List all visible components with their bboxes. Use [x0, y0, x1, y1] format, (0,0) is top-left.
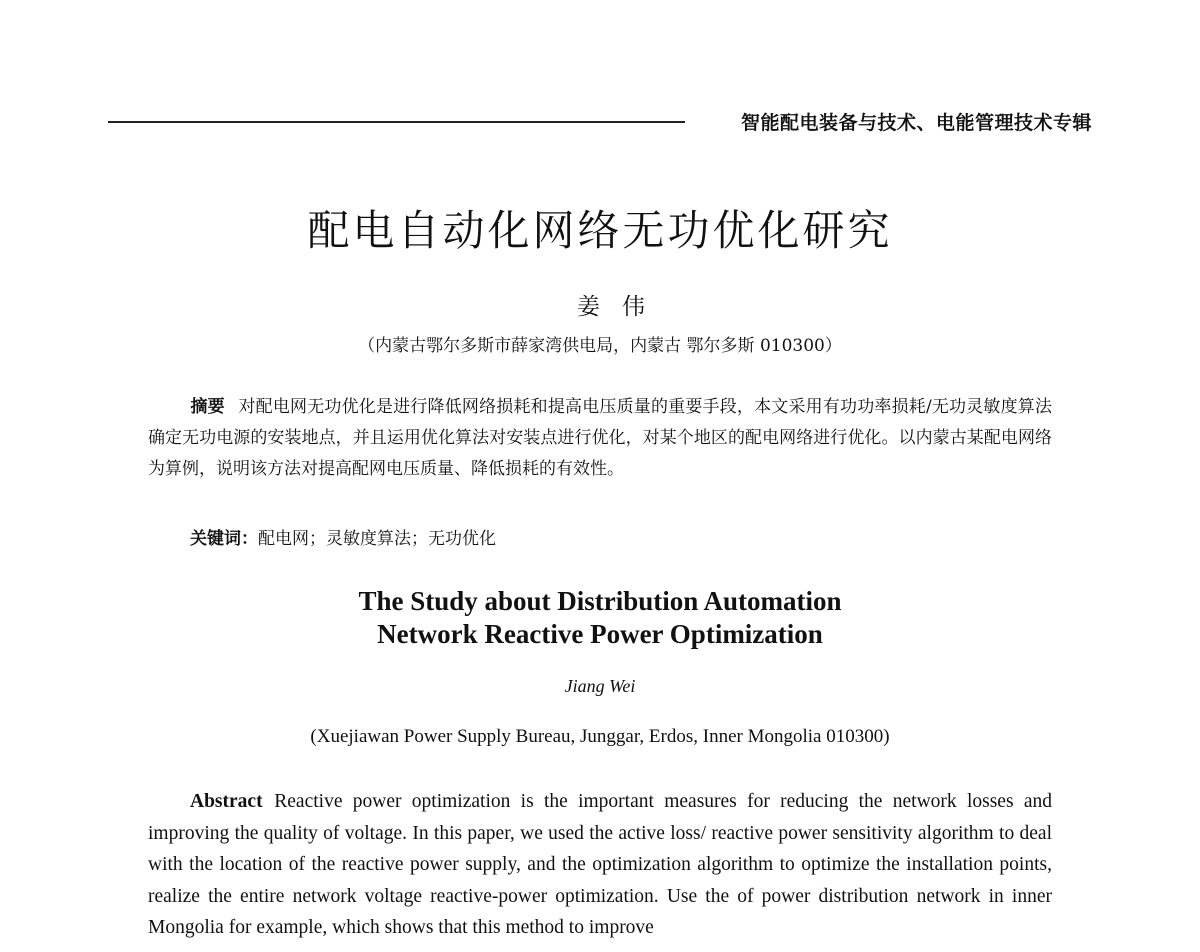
english-title [0, 585, 1200, 651]
english-title-line1: The Study about Distribution Automation [358, 586, 842, 616]
english-abstract-label: Abstract [190, 791, 263, 812]
header-rule [108, 121, 685, 123]
chinese-title: 配电自动化网络无功优化研究 [307, 206, 893, 255]
chinese-abstract-text: 对配电网无功优化是进行降低网络损耗和提高电压质量的重要手段，本文采用有功功率损耗/无功灵敏度算法确定无功电源的安装地点，并且运用优化算法对安装点进行优化，对某个地区的配电网络进行优化。以内蒙古某配电网络为算例，说明该方法对提高配网电压质量、降低损耗的有效性。 [148, 397, 1052, 479]
english-title-line2: Network Reactive Power Optimization [377, 619, 823, 649]
english-affiliation: (Xuejiawan Power Supply Bureau, Junggar, Erdos, Inner Mongolia 010300) [310, 726, 890, 747]
chinese-abstract [148, 392, 1052, 485]
journal-column-header: 智能配电装备与技术、电能管理技术专辑 [740, 112, 1092, 134]
english-abstract-text: Reactive power optimization is the important measures for reducing the network losses and improving the quality of voltage. In this paper, we used the active loss/ reactive power sensitivity algorithm to deal with the location of the reactive power supply, and the optimization algorithm to optimize the installation points, realize the entire network voltage reactive-power optimization. Use the of power distribution network in inner Mongolia for example, which shows that this method to improve [148, 791, 1052, 938]
chinese-keywords [190, 524, 496, 555]
chinese-affiliation: （内蒙古鄂尔多斯市薛家湾供电局，内蒙古 鄂尔多斯 010300） [358, 336, 842, 356]
chinese-keywords-label: 关键词： [190, 529, 258, 549]
english-author: Jiang Wei [564, 676, 636, 696]
chinese-keywords-text: 配电网；灵敏度算法；无功优化 [258, 529, 496, 549]
chinese-author: 姜伟 [577, 294, 667, 320]
chinese-abstract-label: 摘要 [190, 397, 225, 417]
english-abstract [148, 786, 1052, 944]
